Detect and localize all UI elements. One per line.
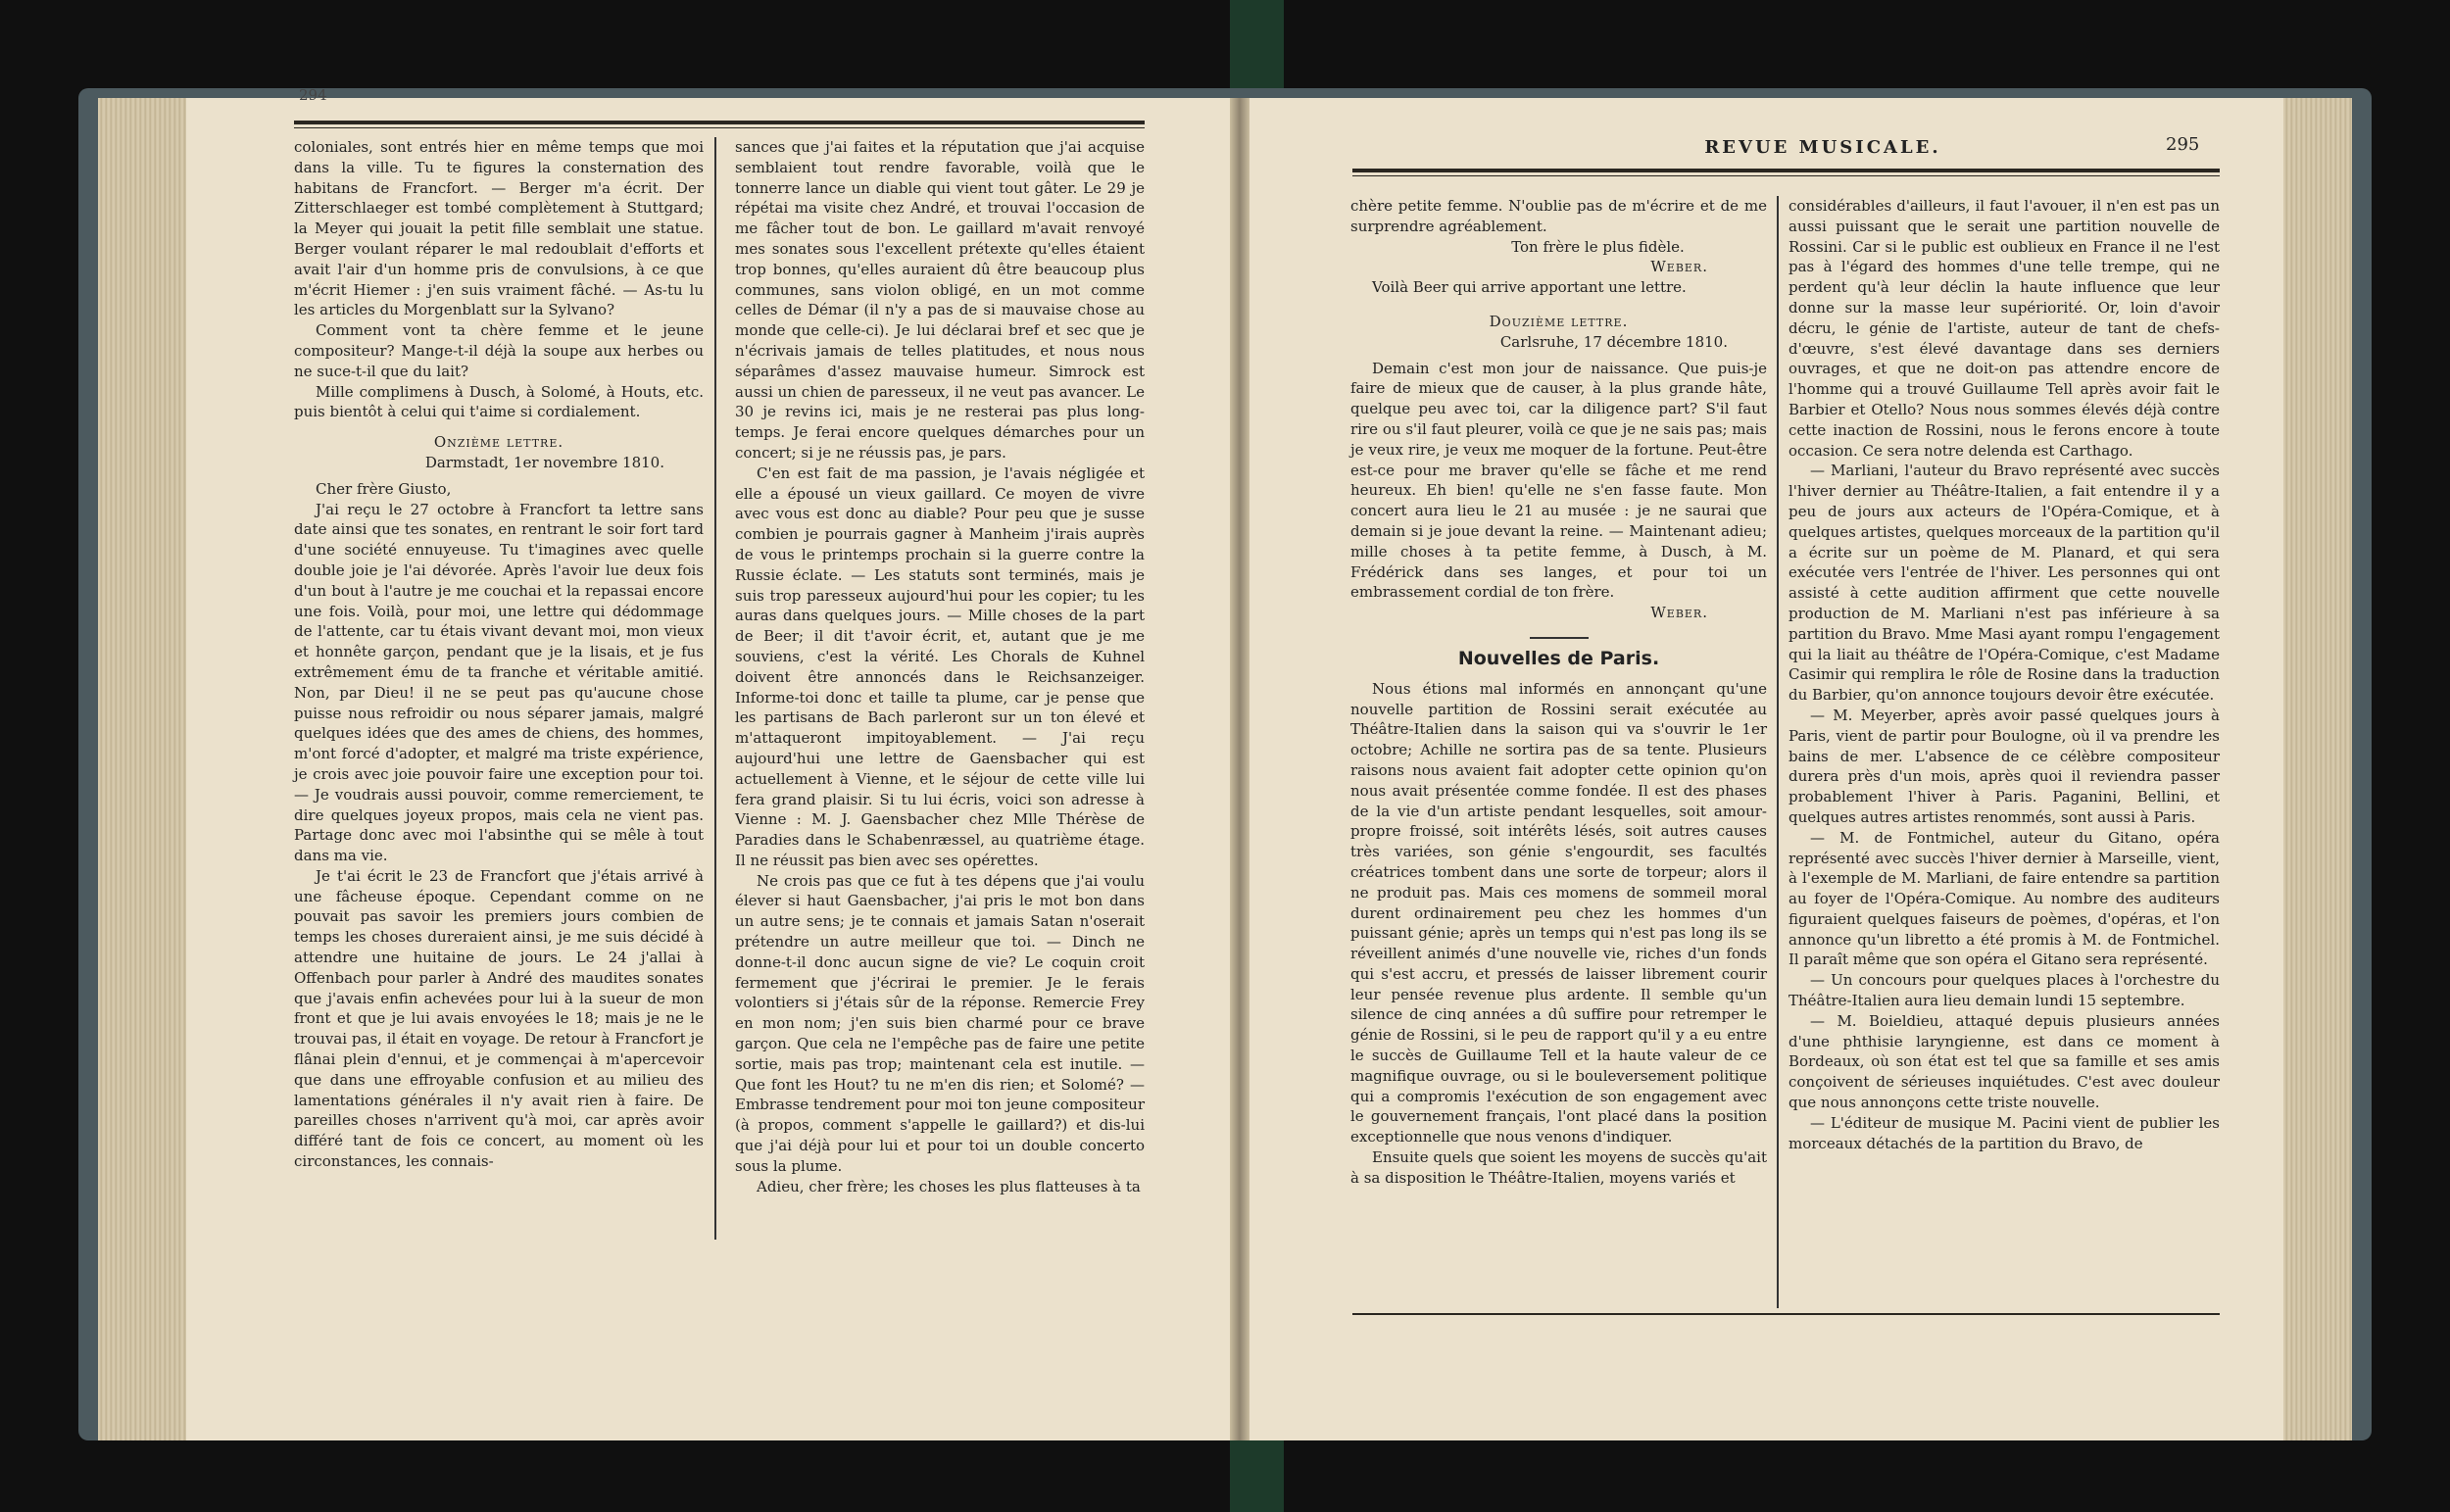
section-divider — [1530, 637, 1589, 639]
letter-heading: Onzième lettre. — [433, 433, 564, 452]
paragraph: Nous étions mal informés en annonçant qu'une nouvelle partition de Rossini serait exécutée au Théâtre-Italien dans la saison qui va s'ouvrir le 1er octobre; Achille ne sortira pas de sa tente. Plusieurs raisons nous avaient fait adopter cette opinion qu'on nous avait présentée comme fondée. Il est des phases de la vie d'un artiste pendant lesquelles, soit amour-propre froissé, soit intérêts lésés, soit autres causes très variées, son génie s'engourdit, ses facultés créatrices tombent dans une sorte de torpeur; alors il ne produit pas. Mais ces momens de sommeil moral durent ordinairement peu chez les hommes d'un puissant génie; après un temps qui n'est pas long ils se réveillent animés d'une nouvelle vie, riches d'un fonds qui s'est accru, et pressés de laisser librement courir leur pensée revenue plus ardente. Il semble qu'un silence de cinq années a dû suffire pour retremper le génie de Rossini, si le peu de rapport qu'il y a eu entre le succès de Guillaume Tell et la haute valeur de ce magnifique ouvrage, ou si le bouleversement politique qui a compromis l'exécution de son engagement avec le gouvernement français, l'ont placé dans la position exceptionnelle que nous venons d'indiquer. — [1350, 679, 1767, 1146]
right-page-edges — [2283, 98, 2352, 1440]
right-header-rule — [1352, 169, 2220, 172]
paragraph: considérables d'ailleurs, il faut l'avouer, il n'en est pas un aussi puissant que le serait une partition nouvelle de Rossini. Car si le public est oublieux en France il ne l'est pas à l'égard des hommes d'une telle trempe, qui ne perdent qu'à leur déclin la haute influence que leur donne sur la masse leur supériorité. Or, loin d'avoir décru, le génie de l'artiste, auteur de tant de chefs-d'œuvre, s'est élevé davantage dans ses derniers ouvrages, et que ne doit-on pas attendre encore de l'homme qui a trouvé Guillaume Tell après avoir fait le Barbier et Otello? Nous nous sommes élevés déjà contre cette inaction de Rossini, nous le ferons encore à toute occasion. Ce sera notre delenda est Carthago. — [1788, 197, 2220, 460]
paragraph: Voilà Beer qui arrive apportant une lettre. — [1372, 278, 1687, 297]
paragraph: C'en est fait de ma passion, je l'avais négligée et elle a épousé un vieux gaillard. Ce moyen de vivre avec vous est donc au diable? Pour peu que je susse combien je pourrais gagner à Manheim j'irais auprès de vous le printemps prochain si la guerre contre la Russie éclate. — Les statuts sont terminés, mais je suis trop paresseux aujourd'hui pour les copier; tu les auras dans quelques jours. — Mille choses de la part de Beer; il dit t'avoir écrit, et, autant que je me souviens, c'est la vérité. Les Chorals de Kuhnel doivent être annoncés dans le Reichsanzeiger. Informe-toi donc et taille ta plume, car je pense que les partisans de Bach parleront sur un ton élevé et m'attaqueront impitoyablement. — J'ai reçu aujourd'hui une lettre de Gaensbacher qui est actuellement à Vienne, et le séjour de cette ville lui fera grand plaisir. Si tu lui écris, voici son adresse à Vienne : M. J. Gaensbacher chez Mlle Thérèse de Paradies dans le Schabenræssel, au quatrième étage. Il ne réussit pas bien avec ses opérettes. — [735, 463, 1145, 869]
left-column-1 — [294, 137, 704, 1172]
letter-date: Darmstadt, 1er novembre 1810. — [424, 453, 664, 471]
left-column-separator — [714, 137, 716, 1240]
letter-closing: Ton frère le plus fidèle. — [1511, 237, 1685, 256]
left-header-rule — [294, 121, 1145, 124]
left-page-edges — [98, 98, 186, 1440]
paragraph: Comment vont ta chère femme et le jeune compositeur? Mange-t-il déjà la soupe aux herbes ou ne suce-t-il que du lait? — [294, 321, 704, 380]
paragraph: Ne crois pas que ce fut à tes dépens que j'ai voulu élever si haut Gaensbacher, j'ai pris le mot bon dans un autre sens; je te connais et jamais Satan n'oserait prétendre un autre meilleur que toi. — Dinch ne donne-t-il donc aucun signe de vie? Le coquin croit fermement que j'écrirai le premier. Je le ferais volontiers si j'étais sûr de la réponse. Remercie Frey en mon nom; j'en suis bien charmé pour ce brave garçon. Que cela ne l'empêche pas de faire une petite sortie, mais pas trop; maintenant cela est inutile. — Que font les Hout? tu ne m'en dis rien; et Solomé? — Embrasse tendrement pour moi ton jeune compositeur (à propos, comment s'appelle le gaillard?) et dis-lui que j'ai déjà pour lui et pour toi un double concerto sous la plume. — [735, 871, 1145, 1175]
letter-date: Carlsruhe, 17 décembre 1810. — [1499, 332, 1728, 351]
right-column-2 — [1788, 196, 2220, 1153]
signature: Weber. — [1650, 258, 1708, 276]
letter-heading: Douzième lettre. — [1489, 312, 1629, 330]
right-footer-rule — [1352, 1313, 2220, 1315]
left-page-number: 294 — [299, 86, 327, 104]
news-item: — Marliani, l'auteur du Bravo représenté avec succès l'hiver dernier au Théâtre-Italien, a fait entendre il y a peu de jours aux acteurs de l'Opéra-Comique, et à quelques artistes, quelques morceaux de la partition qu'il a écrite sur un poème de M. Planard, et qui sera exécutée vers l'entrée de l'hiver. Les personnes qui ont assisté à cette audition affirment que cette nouvelle production de M. Marliani n'est pas inférieure à sa partition du Bravo. Mme Masi ayant rompu l'engagement qui la liait au théâtre de l'Opéra-Comique, c'est Madame Casimir qui remplira le rôle de Rosine dans la traduction du Barbier, qu'on annonce toujours devoir être exécutée. — [1788, 462, 2220, 705]
section-heading: Nouvelles de Paris. — [1457, 647, 1660, 669]
right-column-1 — [1350, 196, 1767, 1189]
paragraph: chère petite femme. N'oublie pas de m'écrire et de me surprendre agréablement. — [1350, 197, 1767, 235]
paragraph: Demain c'est mon jour de naissance. Que puis-je faire de mieux que de causer, à la plus grande hâte, quelque peu avec toi, car la diligence part? S'il faut rire ou s'il faut pleurer, voilà ce que je ne sais pas; mais je veux rire, je veux me moquer de la fortune. Peut-être est-ce pour me braver qu'elle se fâche et me rend heureux. Eh bien! qu'elle ne s'en fasse faute. Mon concert aura lieu le 21 au musée : je ne saurai que demain si je joue devant la reine. — Maintenant adieu; mille choses à ta petite femme, à Dusch, à M. Frédérick dans ses langes, et pour toi un embrassement cordial de ton frère. — [1350, 359, 1767, 602]
news-item: — M. de Fontmichel, auteur du Gitano, opéra représenté avec succès l'hiver dernier à Marseille, vient, à l'exemple de M. Marliani, de faire entendre sa partition au foyer de l'Opéra-Comique. Au nombre des auditeurs figuraient quelques faiseurs de poèmes, d'opéras, et l'on annonce qu'un libretto a été promis à M. de Fontmichel. Il paraît même que son opéra el Gitano sera représenté. — [1788, 828, 2220, 969]
news-item: — L'éditeur de musique M. Pacini vient de publier les morceaux détachés de la partition du Bravo, de — [1788, 1113, 2220, 1152]
paragraph: coloniales, sont entrés hier en même temps que moi dans la ville. Tu te figures la consternation des habitans de Francfort. — Berger m'a écrit. Der Zitterschlaeger est tombé complètement à Stuttgard; la Meyer qui jouait la petit fille semblait une statue. Berger voulant réparer le mal redoublait d'efforts et avait l'air d'un homme pris de convulsions, à ce que m'écrit Hiemer : j'en suis vraiment fâché. — As-tu lu les articles du Morgenblatt sur la Sylvano? — [294, 138, 704, 319]
signature: Weber. — [1650, 604, 1708, 622]
paragraph: Mille complimens à Dusch, à Solomé, à Houts, etc. puis bientôt à celui qui t'aime si cordialement. — [294, 382, 704, 421]
news-item: — M. Meyerber, après avoir passé quelques jours à Paris, vient de partir pour Boulogne, où il va prendre les bains de mer. L'absence de ce célèbre compositeur durera près d'un mois, après quoi il reviendra passer probablement l'hiver à Paris. Paganini, Bellini, et quelques autres artistes renommés, sont aussi à Paris. — [1788, 706, 2220, 826]
paragraph: Ensuite quels que soient les moyens de succès qu'ait à sa disposition le Théâtre-Italien, moyens variés et — [1350, 1148, 1767, 1187]
right-header-rule-thin — [1352, 175, 2220, 176]
left-column-2 — [735, 137, 1145, 1196]
book-fold — [1230, 98, 1250, 1440]
paragraph: J'ai reçu le 27 octobre à Francfort ta lettre sans date ainsi que tes sonates, en rentrant le soir fort tard d'une société ennuyeuse. Tu t'imagines avec quelle double joie je l'ai dévorée. Après l'avoir lue deux fois d'un bout à l'autre je me couchai et la repassai encore une fois. Voilà, pour moi, une lettre qui dédommage de l'attente, car tu étais vivant devant moi, mon vieux et honnête garçon, pendant que je la lisais, et je fus extrêmement ému de ta franche et véritable amitié. Non, par Dieu! il ne se peut pas qu'aucune chose puisse nous refroidir ou nous séparer jamais, malgré quelques idées que des ames de chiens, des hommes, m'ont forcé d'adopter, et malgré ma triste expérience, je crois avec joie pouvoir faire une exception pour toi. — Je voudrais aussi pouvoir, comme remerciement, te dire quelques joyeux propos, mais cela ne vient pas. Partage donc avec moi l'absinthe qui se mêle à tout dans ma vie. — [294, 500, 704, 865]
news-item: — M. Boieldieu, attaqué depuis plusieurs années d'une phthisie laryngienne, est dans ce moment à Bordeaux, où son état est tel que sa famille et ses amis conçoivent de sérieuses inquiétudes. C'est avec douleur que nous annonçons cette triste nouvelle. — [1788, 1011, 2220, 1112]
letter-salutation: Cher frère Giusto, — [316, 479, 452, 498]
paragraph: Je t'ai écrit le 23 de Francfort que j'étais arrivé à une fâcheuse époque. Cependant comme on ne pouvait pas savoir les premiers jours combien de temps les choses dureraient ainsi, je me suis décidé à attendre une huitaine de jours. Le 24 j'allai à Offenbach pour parler à André des maudites sonates que j'avais enfin achevées pour lui à la sueur de mon front et que je lui avais envoyées le 18; mais je ne le trouvai pas, il était en voyage. De retour à Francfort je flânai plein d'ennui, et je commençai à m'apercevoir que dans une effroyable confusion et au milieu des lamentations générales il n'y avait rien à faire. De pareilles choses n'arrivent qu'à moi, car après avoir différé tant de fois ce concert, au moment où les circonstances, les connais- — [294, 866, 704, 1171]
running-head: REVUE MUSICALE. — [1704, 137, 1941, 158]
left-header-rule-thin — [294, 127, 1145, 128]
paragraph: Adieu, cher frère; les choses les plus flatteuses à ta — [757, 1177, 1141, 1195]
paragraph: sances que j'ai faites et la réputation que j'ai acquise semblaient tout rendre favorable, voilà que le tonnerre lance un diable qui vient tout gâter. Le 29 je répétai ma visite chez André, et trouvai l'occasion de me fâcher tout de bon. Le gaillard m'avait renvoyé mes sonates sous l'excellent prétexte qu'elles étaient trop bonnes, qu'elles auraient dû être beaucoup plus communes, sans violon obligé, en un mot comme celles de Démar (il n'y a pas de si mauvaise chose au monde que celle-ci). Je lui déclarai bref et sec que je n'écrivais jamais de telles platitudes, et nous nous séparâmes d'assez mauvaise humeur. Simrock est aussi un chien de paresseux, il ne veut pas avancer. Le 30 je revins ici, mais je ne resterai pas plus long-temps. Je ferai encore quelques démarches pour un concert; si je ne réussis pas, je pars. — [735, 138, 1145, 462]
right-column-separator — [1777, 196, 1779, 1308]
news-item: — Un concours pour quelques places à l'orchestre du Théâtre-Italien aura lieu demain lundi 15 septembre. — [1788, 971, 2220, 1010]
right-page-number: 295 — [2166, 134, 2200, 155]
